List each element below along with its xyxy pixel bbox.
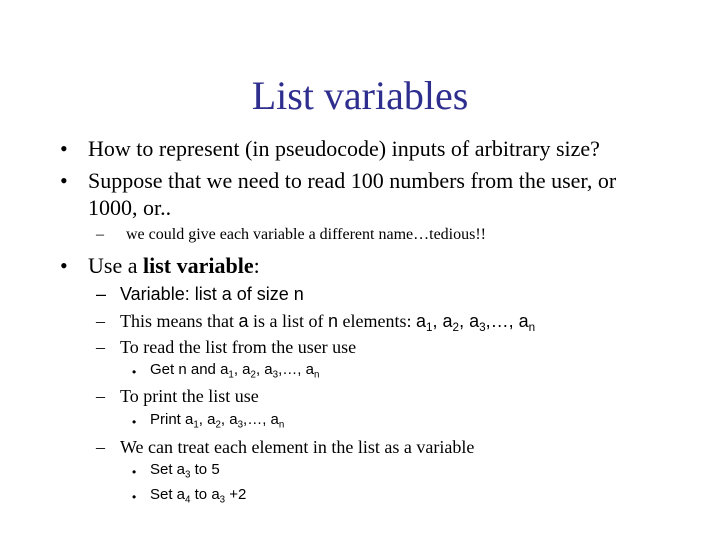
bold-term: list variable — [142, 253, 254, 278]
dash-marker: – — [96, 311, 105, 331]
sub-bullet-text: To read the list from the user use — [120, 337, 357, 357]
sub-sub-bullet-text: Get n and $a_1$, $a_2$, $a_3,\dots$, $a_n$ — [150, 361, 320, 381]
bullet-text: How to represent (in pseudocode) inputs of arbitrary size? — [88, 136, 600, 161]
sub-bullet-text: Variable: list a of size n — [120, 284, 304, 304]
sub-bullet-text: We can treat each element in the list as a variable — [120, 437, 475, 457]
slide-title: List variables — [251, 73, 469, 118]
sub-sub-bullet-text: Set $a_4$ to $a_3 +2$ — [150, 486, 247, 506]
sub-bullet-text: To print the list use — [120, 386, 259, 406]
dash-marker: – — [96, 226, 104, 243]
sub-sub-bullet-text: Set $a_3$ to 5 — [150, 461, 220, 481]
sub-sub-bullet-text: Print $a_1$, $a_2$, $a_3,\dots$, $a_n$ — [150, 411, 285, 431]
dash-marker: – — [96, 386, 105, 406]
bullet-text-line-2: 1000, or.. — [88, 195, 172, 220]
bullet-marker: • — [132, 465, 137, 479]
bullet-marker: • — [132, 415, 137, 429]
bullet-text: Use a list variable: — [88, 253, 260, 278]
sub-bullet-text: This means that a is a list of n elements: $a_1$, $a_2$, $a_3,\dots$, $a_n$ — [120, 311, 536, 335]
bullet-marker: • — [132, 365, 137, 379]
bullet-marker: • — [60, 136, 68, 161]
bullet-marker: • — [60, 168, 68, 193]
dash-marker: – — [96, 337, 105, 357]
sub-bullet-text: we could give each variable a different name…tedious!! — [126, 226, 486, 243]
bullet-marker: • — [60, 253, 68, 278]
bullet-marker: • — [132, 490, 137, 504]
bullet-text-line-1: Suppose that we need to read 100 numbers from the user, or — [88, 168, 617, 193]
dash-marker: – — [96, 437, 105, 457]
dash-marker: – — [96, 284, 107, 304]
